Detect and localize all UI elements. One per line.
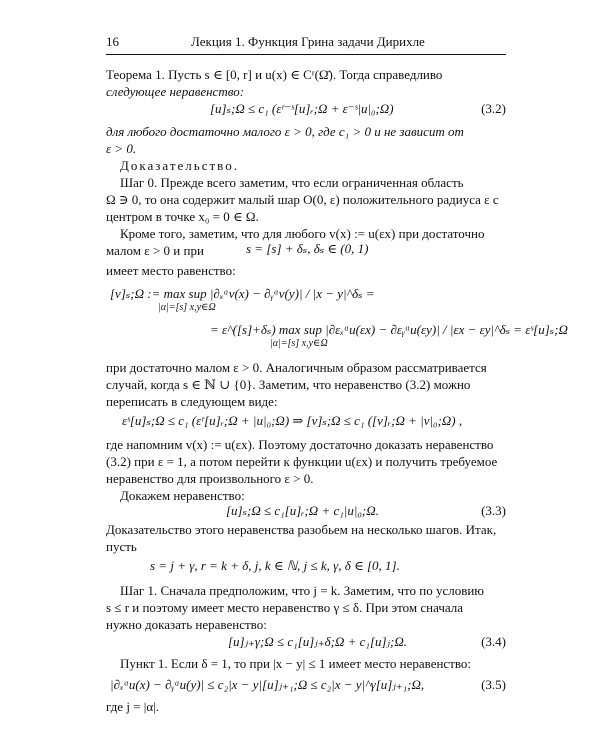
equation-3-4: [u]ⱼ₊γ;Ω ≤ c₁[u]ⱼ₊δ;Ω + c₁[u]ⱼ;Ω. bbox=[228, 634, 407, 649]
step0-line-15: пусть bbox=[106, 539, 137, 554]
step1-point-1: Пункт 1. Если δ = 1, то при |x − y| ≤ 1 имеет место неравенство: bbox=[120, 656, 472, 671]
step0-line-5: малом ε > 0 и при bbox=[106, 243, 204, 258]
equation-implication: εˢ[u]ₛ;Ω ≤ c₁ (εʳ[u]ᵣ;Ω + |u|₀;Ω) ⇒ [v]ₛ;Ω ≤ c₁ ([v]ᵣ;Ω + |v|₀;Ω) , bbox=[122, 413, 463, 428]
equation-number-3-5: (3.5) bbox=[481, 677, 506, 692]
step0-line-2: Ω ∋ 0, то она содержит малый шар O(0, ε) положительного радиуса ε с bbox=[106, 192, 499, 207]
equation-v-definition-subscripts: |α|=[s] x,y∈Ω bbox=[158, 302, 216, 313]
equation-3-3: [u]ₛ;Ω ≤ c₁[u]ᵣ;Ω + c₁|u|₀;Ω. bbox=[226, 503, 379, 518]
equation-s-split: s = [s] + δₛ, δₛ ∈ (0, 1) bbox=[246, 241, 369, 256]
step1-last-line: где j = |α|. bbox=[106, 699, 160, 714]
step0-line-7: при достаточно малом ε > 0. Аналогичным образом рассматривается bbox=[106, 360, 487, 375]
step0-line-6: имеет место равенство: bbox=[106, 263, 236, 278]
step1-line-1: Шаг 1. Сначала предположим, что j = k. Заметим, что по условию bbox=[120, 583, 485, 598]
page-number: 16 bbox=[106, 34, 119, 49]
step0-line-12: неравенство для произвольного ε > 0. bbox=[106, 471, 314, 486]
step0-line-13: Докажем неравенство: bbox=[120, 488, 245, 503]
step0-line-1: Шаг 0. Прежде всего заметим, что если ограниченная область bbox=[120, 175, 464, 190]
theorem-line-2: следующее неравенство: bbox=[106, 84, 245, 99]
step0-line-4: Кроме того, заметим, что для любого v(x) := u(εx) при достаточно bbox=[120, 226, 485, 241]
running-title: Лекция 1. Функция Грина задачи Дирихле bbox=[191, 34, 425, 49]
equation-3-5: |∂ₓᵅu(x) − ∂ᵧᵅu(y)| ≤ c₂|x − y|[u]ⱼ₊₁;Ω ≤ c₂|x − y|^γ[u]ⱼ₊₁;Ω, bbox=[110, 677, 425, 692]
step0-line-11: (3.2) при ε = 1, а потом перейти к функции u(εx) и получить требуемое bbox=[106, 454, 498, 469]
proof-title: Доказательство. bbox=[120, 158, 239, 173]
equation-v-rescaled-subscripts: |α|=[s] x,y∈Ω bbox=[270, 338, 328, 349]
step0-line-9: переписать в следующем виде: bbox=[106, 394, 278, 409]
step0-line-10: где напомним v(x) := u(εx). Поэтому достаточно доказать неравенство bbox=[106, 437, 494, 452]
theorem-line-3: для любого достаточно малого ε > 0, где c₁ > 0 и не зависит от bbox=[106, 124, 464, 139]
step0-line-8: случай, когда s ∈ ℕ ∪ {0}. Заметим, что неравенство (3.2) можно bbox=[106, 377, 471, 392]
equation-number-3-4: (3.4) bbox=[481, 634, 506, 649]
equation-number-3-2: (3.2) bbox=[481, 101, 506, 116]
equation-v-definition: [v]ₛ;Ω := max sup |∂ₓᵅv(x) − ∂ᵧᵅv(y)| / |x − y|^δₛ = bbox=[110, 286, 375, 301]
step1-line-3: нужно доказать неравенство: bbox=[106, 617, 267, 632]
equation-s-r-split: s = j + γ, r = k + δ, j, k ∈ ℕ, j ≤ k, γ, δ ∈ [0, 1]. bbox=[150, 558, 400, 573]
step1-line-2: s ≤ r и поэтому имеет место неравенство γ ≤ δ. При этом сначала bbox=[106, 600, 464, 615]
theorem-line-4: ε > 0. bbox=[106, 141, 137, 156]
step0-line-14: Доказательство этого неравенства разобьем на несколько шагов. Итак, bbox=[106, 522, 497, 537]
running-header bbox=[106, 34, 506, 52]
theorem-line-1: Теорема 1. Пусть s ∈ [0, r] и u(x) ∈ Cʳ(Ω̄). Тогда справедливо bbox=[106, 67, 443, 82]
header-rule bbox=[106, 54, 506, 55]
step0-line-3: центром в точке x₀ = 0 ∈ Ω. bbox=[106, 209, 259, 224]
equation-v-rescaled: = ε^([s]+δₛ) max sup |∂εₓᵅu(εx) − ∂εᵧᵅu(εy)| / |εx − εy|^δₛ = εˢ[u]ₛ;Ω bbox=[210, 322, 568, 337]
equation-3-2: [u]ₛ;Ω ≤ c₁ (εʳ⁻ˢ[u]ᵣ;Ω + ε⁻ˢ|u|₀;Ω) bbox=[210, 101, 394, 116]
equation-number-3-3: (3.3) bbox=[481, 503, 506, 518]
